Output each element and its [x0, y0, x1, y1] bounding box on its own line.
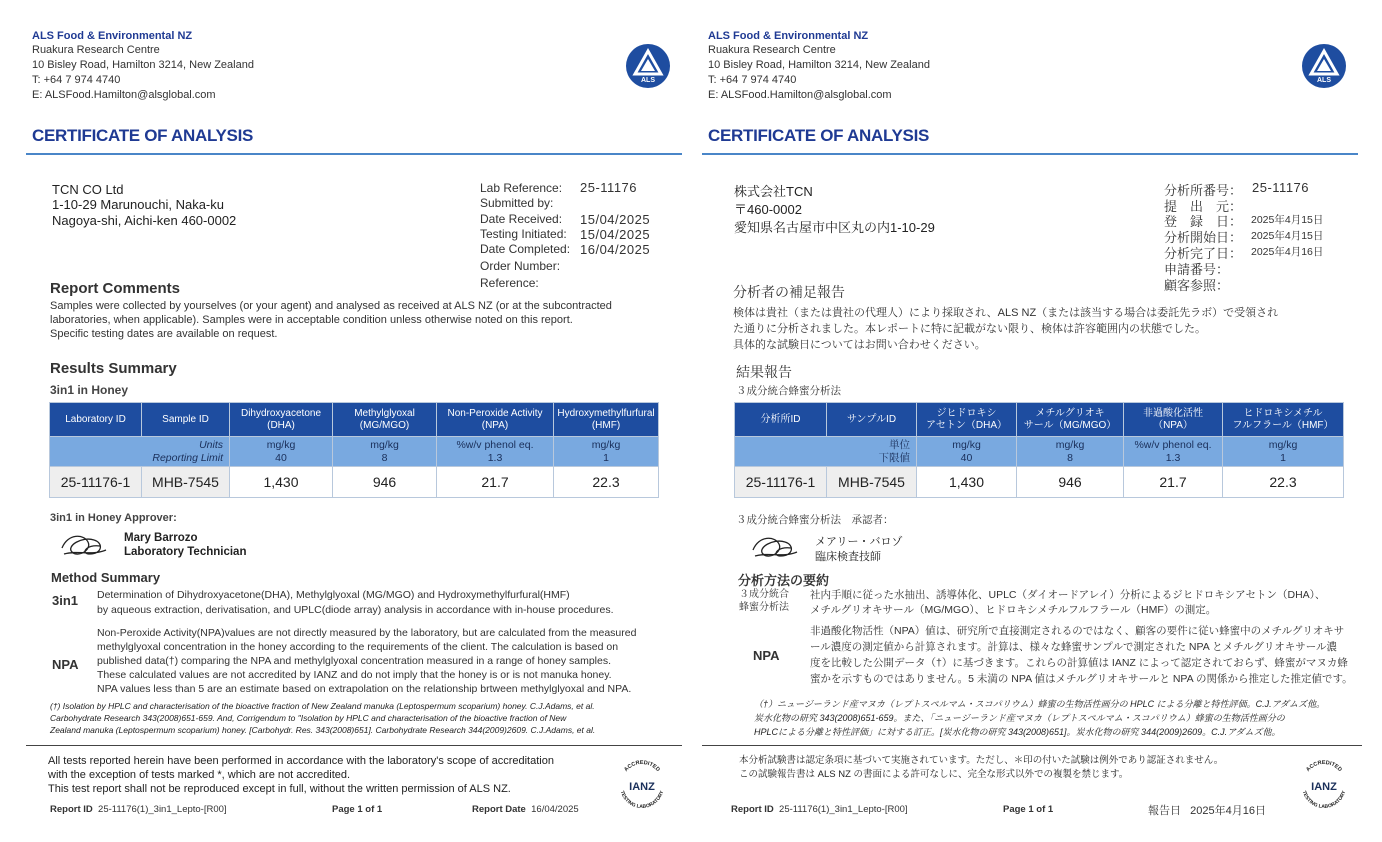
col-header-npa: Non-Peroxide Activity (NPA) — [437, 403, 554, 437]
results-summary-title: Results Summary — [50, 360, 177, 377]
units-label: Units Reporting Limit — [50, 437, 230, 467]
method-npa-line2: methylglyoxal concentration in the honey according to the requirements of the client. The calculation is based on — [97, 641, 619, 653]
col-header-npa-jp: 非過酸化活性 （NPA） — [1124, 403, 1223, 437]
ref-label-reference: Reference: — [480, 276, 539, 290]
title-divider — [26, 153, 682, 155]
ref-value-testing-initiated-jp: 2025年4月15日 — [1251, 230, 1324, 242]
ref-value-testing-initiated: 15/04/2025 — [580, 227, 651, 242]
results-header-row-jp — [735, 403, 1344, 437]
report-comments-line2-jp: た通りに分析されました。本レポートに特に記載がない限り、検体は許容範囲内の状態でした。 — [733, 323, 1206, 335]
ref-label-date-received: Date Received: — [480, 212, 563, 226]
method-3in1-label: 3in1 — [52, 593, 79, 608]
ianz-accreditation-icon — [612, 754, 672, 814]
page-number-jp: Page 1 of 1 — [1003, 804, 1054, 815]
approver-role: Laboratory Technician — [124, 546, 247, 558]
report-date-jp — [1148, 802, 1266, 818]
cell-mgo: 946 — [333, 467, 437, 498]
col-header-lab-id: Laboratory ID — [50, 403, 142, 437]
lab-phone: T: +64 7 974 4740 — [32, 74, 121, 86]
client-name: TCN CO Ltd — [52, 182, 124, 197]
method-3in1-line1: Determination of Dihydroxyacetone(DHA), Methylglyoxal (MG/MGO) and Hydroxymethylfurfural(HMF) — [97, 589, 570, 601]
report-id-value-jp: 25-11176(1)_3in1_Lepto-[R00] — [779, 804, 908, 815]
cell-lab-id: 25-11176-1 — [50, 467, 142, 498]
ref-value-date-received: 15/04/2025 — [580, 212, 651, 227]
units-dha-jp: mg/kg 40 — [917, 437, 1017, 467]
ref-label-lab-reference-jp: 分析所番号： — [1164, 183, 1243, 198]
results-summary-title-jp: 結果報告 — [736, 364, 792, 380]
cell-npa-jp: 21.7 — [1124, 467, 1223, 498]
footnote-line1-jp: （†）ニュージーランド産マヌカ（レプトスペルマム・スコパリウム）蜂蜜の生物活性画分の HPLC による分離と特性評価。C.J.アダムズ他。 — [754, 699, 1326, 709]
method-npa-label-jp: NPA — [753, 648, 780, 663]
footer-line2: with the exception of tests marked *, which are not accredited. — [48, 769, 351, 781]
cell-sample-id-jp: MHB-7545 — [827, 467, 917, 498]
method-npa-line2-jp: ール濃度の測定値から計算されます。計算は、様々な蜂蜜サンプルで測定された NPA とメチルグリオキサール濃 — [810, 641, 1338, 653]
method-3in1-line1-jp: 社内手順に従った水抽出、誘導体化、UPLC（ダイオードアレイ）分析によるジヒドロキシアセトン（DHA）、 — [810, 589, 1326, 601]
certificate-page-japanese — [691, 0, 1382, 842]
footer-line3: This test report shall not be reproduced except in full, without the written permission of ALS NZ. — [48, 783, 511, 795]
results-subtitle-jp: ３成分統合蜂蜜分析法 — [736, 385, 841, 397]
units-npa-jp: %w/v phenol eq. 1.3 — [1124, 437, 1223, 467]
method-npa-line5: NPA values less than 5 are an estimate based on extrapolation on the relationship brtween methylglyoxal and NPA. — [97, 683, 632, 695]
footer-line2-jp: この試験報告書は ALS NZ の書面による許可なしに、完全な形式以外での複製を禁じます。 — [739, 769, 1129, 780]
approver-name: Mary Barrozo — [124, 532, 198, 544]
method-npa-line3-jp: 度を比較した公開データ（†）に基づきます。これらの計算値は IANZ によって認定されておらず、蜂蜜がマヌカ蜂 — [810, 657, 1348, 669]
footnote-line3-jp: HPLCによる分離と特性評価」に対する訂正。[炭水化物の研究 343(2008)651]。炭水化物の研究 344(2009)2609。C.J.アダムズ他。 — [754, 727, 1281, 737]
lab-address-line2-jp: 10 Bisley Road, Hamilton 3214, New Zealand — [708, 59, 930, 71]
footnote-line2: Carbohydrate Research 343(2008)651-659. And, Corrigendum to "Isolation by HPLC and characterisation of the bioactive fraction of New — [50, 713, 567, 723]
report-id-label-jp: Report ID — [731, 804, 774, 815]
svg-text:ACCREDITED — [623, 760, 661, 773]
col-header-hmf: Hydroxymethylfurfural (HMF) — [554, 403, 659, 437]
client-address-line1-jp: 〒460-0002 — [734, 202, 802, 217]
report-comments-line2: laboratories, when applicable). Samples were in acceptable condition unless otherwise noted on this report. — [50, 314, 573, 326]
method-npa-line3: published data(†) comparing the NPA and methylglyoxal concentration measured in a range of honey samples. — [97, 655, 612, 667]
ianz-top-text: ACCREDITED — [623, 759, 661, 774]
table-row — [735, 467, 1344, 498]
units-mgo: mg/kg 8 — [333, 437, 437, 467]
report-comments-line1: Samples were collected by yourselves (or your agent) and analysed as received at ALS NZ (or at the subcontracted — [50, 300, 612, 312]
units-mgo-jp: mg/kg 8 — [1017, 437, 1124, 467]
lab-email: E: ALSFood.Hamilton@alsglobal.com — [32, 89, 216, 101]
approver-name-jp: メアリー・バロゾ — [815, 536, 903, 548]
certificate-title: CERTIFICATE OF ANALYSIS — [32, 126, 254, 145]
lab-phone-jp: T: +64 7 974 4740 — [708, 74, 797, 86]
results-subtitle: 3in1 in Honey — [50, 383, 129, 397]
ref-label-testing-initiated: Testing Initiated: — [480, 227, 567, 241]
report-comments-title-jp: 分析者の補足報告 — [733, 284, 845, 300]
ianz-bottom-text: TESTING LABORATORY — [618, 790, 666, 811]
approver-title-jp: ３成分統合蜂蜜分析法 承認者： — [736, 514, 894, 526]
col-header-lab-id-jp: 分析所ID — [735, 403, 827, 437]
ref-label-submitted-by: Submitted by: — [480, 196, 554, 210]
method-summary-title: Method Summary — [51, 570, 161, 585]
ref-label-date-received-jp: 登 録 日： — [1164, 214, 1243, 229]
method-3in1-line2-jp: メチルグリオキサール（MG/MGO）、ヒドロキシメチルフルフラール（HMF）の測定。 — [810, 604, 1217, 616]
footer-line1: All tests reported herein have been performed in accordance with the laboratory's scope of accreditation — [48, 755, 554, 767]
ianz-mark-text: IANZ — [629, 781, 655, 793]
method-npa-label: NPA — [52, 657, 79, 672]
client-address-line1: 1-10-29 Marunouchi, Naka-ku — [52, 197, 224, 212]
ianz-accreditation-icon — [1294, 754, 1354, 814]
ref-label-date-completed-jp: 分析完了日： — [1164, 246, 1243, 261]
units-dha: mg/kg 40 — [230, 437, 333, 467]
method-npa-line4: These calculated values are not accredited by IANZ and do not imply that the honey is or is not manuka honey. — [97, 669, 612, 681]
ref-label-testing-initiated-jp: 分析開始日： — [1164, 230, 1243, 245]
units-hmf: mg/kg 1 — [554, 437, 659, 467]
cell-hmf-jp: 22.3 — [1223, 467, 1344, 498]
col-header-mgo: Methylglyoxal (MG/MGO) — [333, 403, 437, 437]
method-3in1-label-jp: ３成分統合 蜂蜜分析法 — [739, 589, 789, 613]
footer-line1-jp: 本分析試験書は認定条項に基づいて実施されています。ただし、＊印の付いた試験は例外であり認証されません。 — [739, 755, 1224, 766]
col-header-mgo-jp: メチルグリオキ サール（MG/MGO） — [1017, 403, 1124, 437]
report-comments-title: Report Comments — [50, 280, 181, 297]
svg-text:ACCREDITED — [1305, 760, 1343, 773]
ref-label-date-completed: Date Completed: — [480, 242, 571, 256]
ref-label-reference-jp: 顧客参照： — [1164, 278, 1230, 293]
cell-sample-id: MHB-7545 — [142, 467, 230, 498]
ianz-top-text-jp: ACCREDITED — [1305, 759, 1343, 774]
footnote-line2-jp: 炭水化物の研究 343(2008)651-659。また、「ニュージーランド産マヌカ（レプトスペルマム・スコパリウム）蜂蜜の生物活性画分の — [754, 713, 1285, 723]
client-name-jp: 株式会社TCN — [734, 184, 813, 199]
col-header-dha-jp: ジヒドロキシ アセトン（DHA） — [917, 403, 1017, 437]
method-npa-line4-jp: 蜜かを示すものではありません。5 未満の NPA 値はメチルグリオキサールと NPA の関係から推定した推定値です。 — [810, 673, 1353, 685]
report-comments-line1-jp: 検体は貴社（または貴社の代理人）により採取され、ALS NZ（または該当する場合は委託先ラボ）で受領され — [733, 307, 1279, 319]
report-comments-line3-jp: 具体的な試験日についてはお問い合わせください。 — [733, 339, 986, 351]
ref-label-order-number-jp: 申請番号： — [1164, 262, 1230, 277]
als-logo-text: ALS — [641, 77, 655, 84]
method-npa-line1: Non-Peroxide Activity(NPA)values are not directly measured by the laboratory, but are calculated from the measured — [97, 627, 637, 639]
results-table — [49, 402, 659, 498]
ref-label-order-number: Order Number: — [480, 259, 561, 273]
col-header-sample-id-jp: サンプルID — [827, 403, 917, 437]
results-units-row — [50, 437, 659, 467]
results-header-row — [50, 403, 659, 437]
report-id-label: Report ID — [50, 804, 93, 815]
cell-dha-jp: 1,430 — [917, 467, 1017, 498]
signature-icon — [749, 530, 801, 564]
report-comments-line3: Specific testing dates are available on request. — [50, 328, 278, 340]
report-date-label: Report Date — [472, 804, 526, 815]
ref-label-lab-reference: Lab Reference: — [480, 181, 563, 195]
ref-label-submitted-by-jp: 提 出 元： — [1164, 199, 1243, 214]
cell-dha: 1,430 — [230, 467, 333, 498]
page-number: Page 1 of 1 — [332, 804, 383, 815]
report-date — [472, 804, 579, 815]
report-date-value: 16/04/2025 — [531, 804, 579, 815]
col-header-sample-id: Sample ID — [142, 403, 230, 437]
client-address-line2-jp: 愛知県名古屋市中区丸の内1-10-29 — [734, 220, 935, 235]
footer-divider — [26, 745, 682, 746]
ianz-mark-text-jp: IANZ — [1311, 781, 1337, 793]
cell-npa: 21.7 — [437, 467, 554, 498]
ref-value-lab-reference: 25-11176 — [580, 180, 638, 195]
cell-lab-id-jp: 25-11176-1 — [735, 467, 827, 498]
units-hmf-jp: mg/kg 1 — [1223, 437, 1344, 467]
lab-email-jp: E: ALSFood.Hamilton@alsglobal.com — [708, 89, 892, 101]
approver-title: 3in1 in Honey Approver: — [50, 512, 177, 524]
ref-value-date-received-jp: 2025年4月15日 — [1251, 214, 1324, 226]
footnote-line3: Zealand manuka (Leptospermum scoparium) honey. [Carbohydr. Res. 343(2008)651]. Carbohydrate Research 344(2009)2609. C.J.Adams, et al. — [50, 725, 596, 735]
als-logo-icon — [1302, 44, 1346, 88]
units-label-jp: 単位 下限値 — [735, 437, 917, 467]
lab-address-line2: 10 Bisley Road, Hamilton 3214, New Zealand — [32, 59, 254, 71]
method-summary-title-jp: 分析方法の要約 — [738, 573, 830, 588]
ref-value-date-completed: 16/04/2025 — [580, 242, 651, 257]
ianz-bottom-text-jp: TESTING LABORATORY — [1300, 790, 1348, 811]
title-divider-jp — [702, 153, 1358, 155]
als-logo-icon — [626, 44, 670, 88]
report-id — [50, 804, 227, 815]
lab-name-jp: ALS Food & Environmental NZ — [708, 30, 869, 42]
results-units-row-jp — [735, 437, 1344, 467]
footer-divider-jp — [702, 745, 1362, 746]
cell-hmf: 22.3 — [554, 467, 659, 498]
lab-address-line1: Ruakura Research Centre — [32, 44, 160, 56]
approver-role-jp: 臨床検査技師 — [815, 551, 881, 563]
lab-name: ALS Food & Environmental NZ — [32, 30, 193, 42]
method-npa-line1-jp: 非過酸化物活性（NPA）値は、研究所で直接測定されるのではなく、顧客の要件に従い蜂蜜中のメチルグリオキサ — [810, 625, 1345, 637]
ref-value-lab-reference-jp: 25-11176 — [1252, 180, 1310, 195]
col-header-hmf-jp: ヒドロキシメチル フルフラール（HMF） — [1223, 403, 1344, 437]
report-id-jp — [731, 804, 908, 815]
certificate-title-jp: CERTIFICATE OF ANALYSIS — [708, 126, 930, 145]
cell-mgo-jp: 946 — [1017, 467, 1124, 498]
report-date-label-jp: 報告日 — [1148, 805, 1181, 817]
signature-icon — [58, 528, 110, 562]
units-npa: %w/v phenol eq. 1.3 — [437, 437, 554, 467]
als-logo-text-jp: ALS — [1317, 77, 1331, 84]
table-row — [50, 467, 659, 498]
client-address-line2: Nagoya-shi, Aichi-ken 460-0002 — [52, 213, 237, 228]
lab-address-line1-jp: Ruakura Research Centre — [708, 44, 836, 56]
method-3in1-line2: by aqueous extraction, derivatisation, and UPLC(diode array) analysis in accordance with in-house procedures. — [97, 604, 614, 616]
footnote-line1: (†) Isolation by HPLC and characterisation of the bioactive fraction of New Zealand manuka (Leptospermum scoparium) honey. C.J.Adams, et al. — [50, 701, 595, 711]
report-date-value-jp: 2025年4月16日 — [1190, 805, 1266, 817]
ref-value-date-completed-jp: 2025年4月16日 — [1251, 246, 1324, 258]
col-header-dha: Dihydroxyacetone (DHA) — [230, 403, 333, 437]
results-table-jp — [734, 402, 1344, 498]
report-id-value: 25-11176(1)_3in1_Lepto-[R00] — [98, 804, 227, 815]
